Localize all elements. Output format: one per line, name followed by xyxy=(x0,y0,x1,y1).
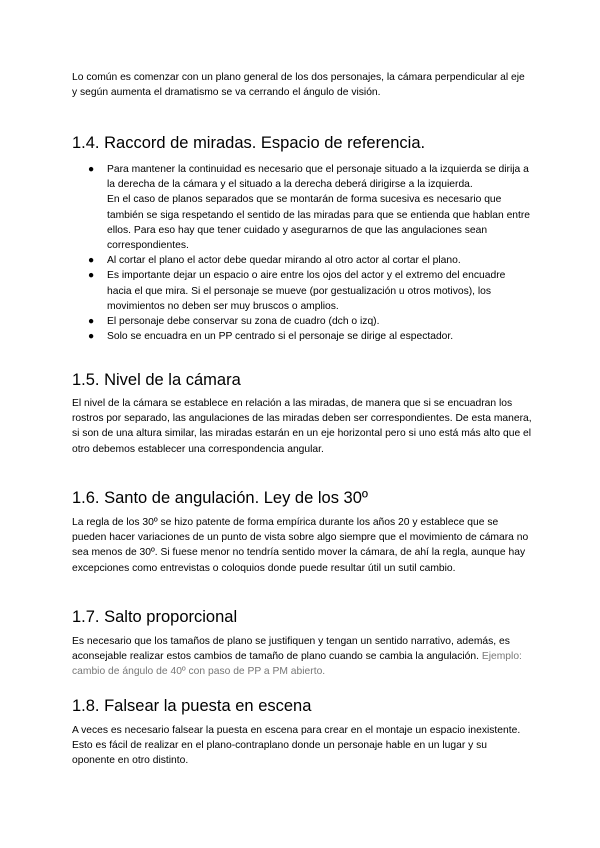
bullet-text: Para mantener la continuidad es necesario que el personaje situado a la izquierda se dirija a la derecha de la cámara y el situado a la derecha deberá dirigirse a la izquierda. xyxy=(107,164,529,191)
bullet-text: Solo se encuadra en un PP centrado si el personaje se dirige al espectador. xyxy=(107,331,454,343)
section-1-8-paragraph: A veces es necesario falsear la puesta en escena para crear en el montaje un espacio inexistente. Esto es fácil de realizar en el plano-contraplano donde un personaje hable en un lugar y su oponente en otro distinto. xyxy=(72,725,521,767)
bullet-text: El personaje debe conservar su zona de cuadro (dch o izq). xyxy=(107,316,380,328)
bullet-text: Al cortar el plano el actor debe quedar mirando al otro actor al cortar el plano. xyxy=(107,255,461,267)
section-1-6-paragraph: La regla de los 30º se hizo patente de forma empírica durante los años 20 y establece que se pueden hacer variaciones de un punto de vista sobre algo siempre que el movimiento de cámara no sea menos de 30º. Si fuese menor no tendría sentido mover la cámara, de ahí la regla, aunque hay excepciones como entrevistas o coloquios donde puede resultar útil un sutil cambio. xyxy=(72,517,529,574)
section-1-4-bullet-list xyxy=(72,162,532,344)
section-1-8-heading: 1.8. Falsear la puesta en escena xyxy=(72,697,312,715)
bullet-continuation-text: En el caso de planos separados que se montarán de forma sucesiva es necesario que también se siga respetando el sentido de las miradas para que se entienda que hablan entre ellos. Para eso hay que tener cuidado y asegurarnos de que las angulaciones sean correspondientes. xyxy=(107,194,531,252)
section-1-6-heading: 1.6. Santo de angulación. Ley de los 30º xyxy=(72,489,368,507)
intro-paragraph: Lo común es comenzar con un plano general de los dos personajes, la cámara perpendicular al eje y según aumenta el dramatismo se va cerrando el ángulo de visión. xyxy=(72,72,525,99)
section-1-7-heading: 1.7. Salto proporcional xyxy=(72,608,238,626)
bullet-icon: ● xyxy=(88,316,95,328)
bullet-icon: ● xyxy=(88,331,95,343)
section-1-4-heading: 1.4. Raccord de miradas. Espacio de referencia. xyxy=(72,134,426,152)
bullet-icon: ● xyxy=(88,164,95,175)
list-item xyxy=(72,268,532,314)
list-item xyxy=(72,162,532,253)
section-1-7-paragraph xyxy=(72,634,532,680)
section-1-5-paragraph: El nivel de la cámara se establece en relación a las miradas, de manera que si se encuadran los rostros por separado, las angulaciones de las miradas deben ser correspondientes. De esta manera, si son de una altura similar, las miradas estarán en un eje horizontal pero si uno está más alto que el otro debemos establecer una correspondencia angular. xyxy=(72,398,532,455)
list-item xyxy=(72,314,532,329)
section-1-7-example: Ejemplo: cambio de ángulo de 40º con paso de PP a PM abierto. xyxy=(72,651,522,678)
list-item xyxy=(72,329,532,344)
section-1-5-heading: 1.5. Nivel de la cámara xyxy=(72,371,241,389)
list-item xyxy=(72,253,532,268)
bullet-icon: ● xyxy=(88,270,95,282)
bullet-icon: ● xyxy=(88,255,95,267)
section-1-7-text: Es necesario que los tamaños de plano se justifiquen y tengan un sentido narrativo, además, es aconsejable realizar estos cambios de tamaño de plano cuando se cambia la angulación. xyxy=(72,636,510,663)
bullet-text: Es importante dejar un espacio o aire entre los ojos del actor y el extremo del encuadre hacia el que mira. Si el personaje se mueve (por gestualización u otros motivos), los movimientos no deben ser muy bruscos o amplios. xyxy=(107,270,506,312)
